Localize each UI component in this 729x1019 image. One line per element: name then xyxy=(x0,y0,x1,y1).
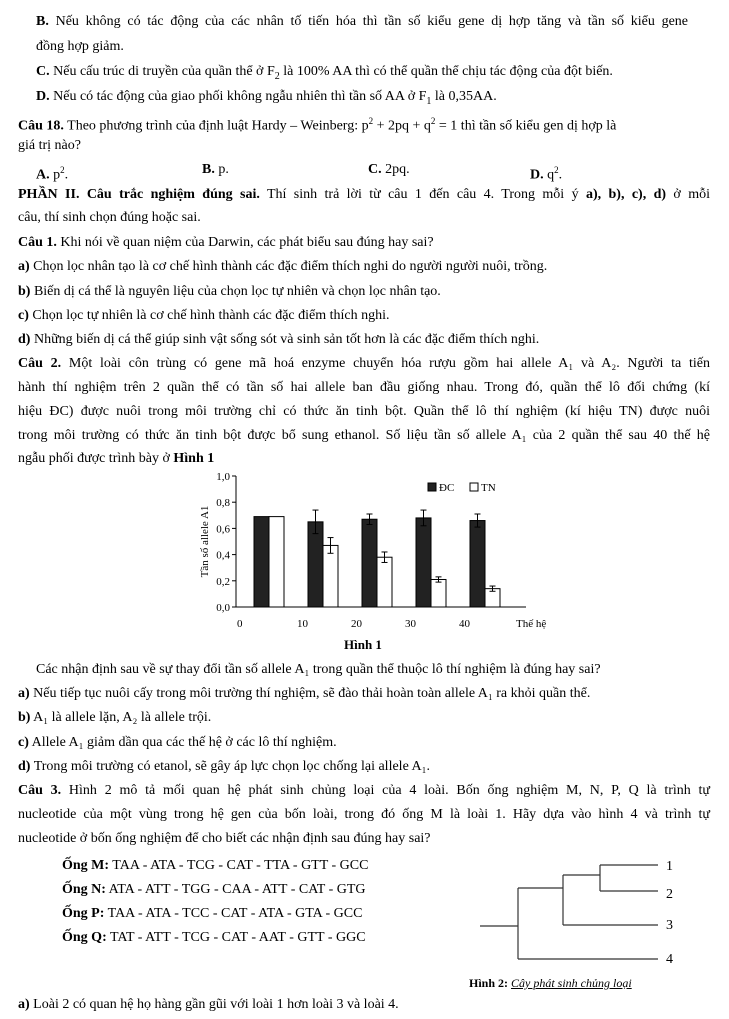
q18-option-c xyxy=(368,161,410,179)
c2-stem-line3: hiệu ĐC) được nuôi trong môi trường chỉ có thức ăn tinh bột. Quần thể lô thí nghiệm (kí hiệu TN) được nuôi xyxy=(18,404,710,419)
bar-ĐC xyxy=(308,522,323,607)
tree-label: 1 xyxy=(666,859,673,874)
c1-item-c xyxy=(18,307,390,325)
tube-p xyxy=(62,905,362,923)
caption-label: Hình 2: xyxy=(469,976,509,990)
question-text: + 2pq + q xyxy=(373,118,431,134)
option-text: . xyxy=(558,167,563,183)
y-axis-label: Tần số allele A1 xyxy=(199,505,211,578)
tube-q xyxy=(62,929,366,947)
question-text: Theo phương trình của định luật Hardy – Weinberg: p xyxy=(63,118,369,134)
phylogenetic-tree xyxy=(468,855,708,985)
q17-option-b xyxy=(36,13,688,31)
tree-caption xyxy=(469,976,632,991)
tube-sequence: ATA - ATT - TGG - CAA - ATT - CAT - GTG xyxy=(105,882,366,897)
tube-sequence: TAA - ATA - TCG - CAT - TTA - GTT - GCC xyxy=(109,858,369,873)
item-text: Chọn lọc nhân tạo là cơ chế hình thành các đặc điểm thích nghi do người người nuôi, trồng. xyxy=(29,259,548,274)
c2-stem-line2: hành thí nghiệm trên 2 quần thể có tần số hai allele ban đầu giống nhau. Trong đó, quần thể lô đối chứng (kí xyxy=(18,380,710,395)
legend-label: TN xyxy=(481,482,496,494)
c2-item-b xyxy=(18,709,211,727)
item-text: Chọn lọc tự nhiên là cơ chế hình thành các đặc điểm thích nghi. xyxy=(28,308,390,323)
c2-item-d xyxy=(18,758,430,776)
item-label: a) xyxy=(18,259,30,274)
item-label: c) xyxy=(18,735,29,750)
chart-svg xyxy=(196,466,556,636)
c3-stem-line1 xyxy=(18,782,710,800)
q18-stem-cont: giá trị nào? xyxy=(18,138,81,153)
option-label: B. xyxy=(36,14,49,29)
tube-label: Ống N: xyxy=(62,882,106,897)
tube-label: Ống Q: xyxy=(62,930,107,945)
c2-stem: Các nhận định sau về sự thay đổi tần số allele A₁ trong quần thể thuộc lô thí nghiệm là đúng hay sai? xyxy=(36,662,601,677)
x-tick-label: 40 xyxy=(459,618,470,630)
superscript: 2 xyxy=(60,165,65,175)
tube-label: Ống P: xyxy=(62,906,105,921)
tube-n xyxy=(62,881,366,899)
c1-item-b xyxy=(18,283,441,301)
superscript: 2 xyxy=(554,165,559,175)
q18-option-d xyxy=(530,161,562,185)
question-text: ngẫu phối được trình bày ở xyxy=(18,451,174,466)
bar-TN xyxy=(377,557,392,607)
item-label: a) xyxy=(18,686,30,701)
c2-stem-line5 xyxy=(18,450,214,468)
q18-option-a xyxy=(36,161,68,185)
part2-heading-cont: câu, thí sinh chọn đúng hoặc sai. xyxy=(18,210,201,225)
c3-stem-line3: nucleotide ở bốn ống nghiệm để cho biết các nhận định sau đúng hay sai? xyxy=(18,831,431,846)
c3-item-a xyxy=(18,996,399,1014)
tube-sequence: TAT - ATT - TCG - CAT - AAT - GTT - GGC xyxy=(106,930,366,945)
tree-svg xyxy=(468,855,708,975)
question-text: Khi nói về quan niệm của Darwin, các phát biểu sau đúng hay sai? xyxy=(56,235,434,250)
q18-option-b xyxy=(202,161,229,179)
option-label: D. xyxy=(530,167,544,183)
option-label: C. xyxy=(36,64,50,79)
item-label: c) xyxy=(18,308,29,323)
item-label: b) xyxy=(18,710,31,725)
figure-ref: Hình 1 xyxy=(173,451,215,466)
option-text: 2pq. xyxy=(385,162,410,177)
item-label: a) xyxy=(18,997,30,1012)
x-tick-label: 20 xyxy=(351,618,362,630)
q17-option-d xyxy=(36,88,497,111)
legend-swatch xyxy=(428,483,436,491)
c2-stem-line4: trong môi trường có thức ăn tinh bột được bổ sung ethanol. Số liệu tần số allele A₁ của 2 quần thể sau 40 thế hệ xyxy=(18,428,710,443)
y-tick-label: 0,0 xyxy=(216,602,230,614)
option-text: Nếu không có tác động của các nhân tố tiến hóa thì tần số kiểu gene dị hợp tăng và tần số kiểu gene xyxy=(55,14,689,29)
bar-TN xyxy=(323,545,338,607)
subscript: 2 xyxy=(274,70,280,82)
bar-TN xyxy=(431,579,446,607)
x-tick-label: 0 xyxy=(237,618,243,630)
c1-stem xyxy=(18,234,434,252)
c3-stem-line2: nucleotide của một vùng trong hệ gen của bốn loài, trong đó ống M là loài 1. Hãy dựa vào hình 4 và trình tự xyxy=(18,807,710,822)
item-text: Allele A₁ giảm dần qua các thế hệ ở các lô thí nghiệm. xyxy=(28,735,337,750)
tube-sequence: TAA - ATA - TCC - CAT - ATA - GTA - GCC xyxy=(104,906,363,921)
option-text: p xyxy=(53,167,61,183)
question-text: = 1 thì tần số kiểu gen dị hợp là xyxy=(435,118,617,134)
part2-heading xyxy=(18,186,710,204)
item-label: d) xyxy=(18,332,31,347)
question-label: Câu 1. xyxy=(18,235,57,250)
item-label: d) xyxy=(18,759,31,774)
bar-ĐC xyxy=(254,517,269,607)
c1-item-d xyxy=(18,331,539,349)
bar-ĐC xyxy=(362,519,377,607)
item-text: Biến dị cá thể là nguyên liệu của chọn lọc tự nhiên và chọn lọc nhân tạo. xyxy=(30,284,441,299)
y-tick-label: 1,0 xyxy=(216,471,230,483)
option-text: p. xyxy=(218,162,229,177)
c1-item-a xyxy=(18,258,547,276)
item-text: A₁ là allele lặn, A₂ là allele trội. xyxy=(30,710,212,725)
item-text: Nếu tiếp tục nuôi cấy trong môi trường thí nghiệm, sẽ đào thải hoàn toàn allele A₁ ra khỏi quần thể. xyxy=(29,686,591,701)
legend-label: ĐC xyxy=(439,482,455,494)
bar-ĐC xyxy=(416,518,431,607)
option-text: Nếu cấu trúc di truyền của quần thể ở F xyxy=(53,64,275,79)
q17-option-b-cont: đồng hợp giảm. xyxy=(36,39,124,54)
section-text: a), b), c), d) xyxy=(585,187,667,202)
option-text: là 0,35AA. xyxy=(431,89,497,104)
item-text: Trong môi trường có etanol, sẽ gây áp lực chọn lọc chống lại allele A₁. xyxy=(30,759,430,774)
item-text: Những biến dị cá thể giúp sinh vật sống sót và sinh sản tốt hơn là các đặc điểm thích nghi. xyxy=(30,332,540,347)
item-label: b) xyxy=(18,284,31,299)
y-tick-label: 0,2 xyxy=(216,575,230,588)
question-label: Câu 3. xyxy=(18,783,62,798)
y-tick-label: 0,6 xyxy=(216,523,230,536)
question-label: Câu 2. xyxy=(18,356,62,371)
option-label: D. xyxy=(36,89,50,104)
bar-TN xyxy=(269,517,284,607)
figure-caption: Hình 1 xyxy=(344,637,382,652)
tree-label: 3 xyxy=(666,918,673,933)
option-text: q xyxy=(547,167,555,183)
y-tick-label: 0,4 xyxy=(216,549,230,562)
item-text: Loài 2 có quan hệ họ hàng gần gũi với loài 1 hơn loài 3 và loài 4. xyxy=(29,997,399,1012)
x-axis-label: Thế hệ xyxy=(516,618,547,630)
section-text: ở mỗi xyxy=(666,187,710,202)
c2-item-a xyxy=(18,685,590,703)
section-text: Thí sinh trả lời từ câu 1 đến câu 4. Trong mỗi ý xyxy=(259,187,586,202)
question-label: Câu 18. xyxy=(18,118,64,134)
option-label: A. xyxy=(36,167,50,183)
x-tick-label: 10 xyxy=(297,618,308,630)
option-text: . xyxy=(64,167,69,183)
option-label: C. xyxy=(368,162,382,177)
c2-stem-line1 xyxy=(18,355,710,373)
x-tick-label: 30 xyxy=(405,618,416,630)
y-tick-label: 0,8 xyxy=(216,497,230,510)
subscript: 1 xyxy=(426,95,432,107)
tube-label: Ống M: xyxy=(62,858,110,873)
option-text: là 100% AA thì có thể quần thể chịu tác động của đột biến. xyxy=(279,64,613,79)
section-title: PHẦN II. Câu trắc nghiệm đúng sai. xyxy=(18,187,260,202)
legend-swatch xyxy=(470,483,478,491)
caption-text: Cây phát sinh chủng loại xyxy=(511,976,632,990)
bar-ĐC xyxy=(470,521,485,607)
option-label: B. xyxy=(202,162,215,177)
tree-label: 2 xyxy=(666,887,673,902)
question-text: Một loài côn trùng có gene mã hoá enzyme chuyển hóa rượu gồm hai allele A₁ và A₂. Người ta tiến xyxy=(61,356,710,371)
tree-label: 4 xyxy=(666,952,673,967)
question-text: Hình 2 mô tả mối quan hệ phát sinh chủng loại của 4 loài. Bốn ống nghiệm M, N, P, Q là trình tự xyxy=(61,783,710,798)
q18-stem: Câu 18. Theo phương trình của định luật Hardy – Weinberg: $p^2 + 2pq + q^2 = 1$ thì tần số kiểu gen dị hợp là xyxy=(18,116,617,134)
q17-option-c xyxy=(36,63,613,86)
tube-m xyxy=(62,857,368,875)
option-text: Nếu có tác động của giao phối không ngẫu nhiên thì tần số AA ở F xyxy=(53,89,427,104)
allele-frequency-chart xyxy=(196,466,556,636)
c2-item-c xyxy=(18,734,337,752)
